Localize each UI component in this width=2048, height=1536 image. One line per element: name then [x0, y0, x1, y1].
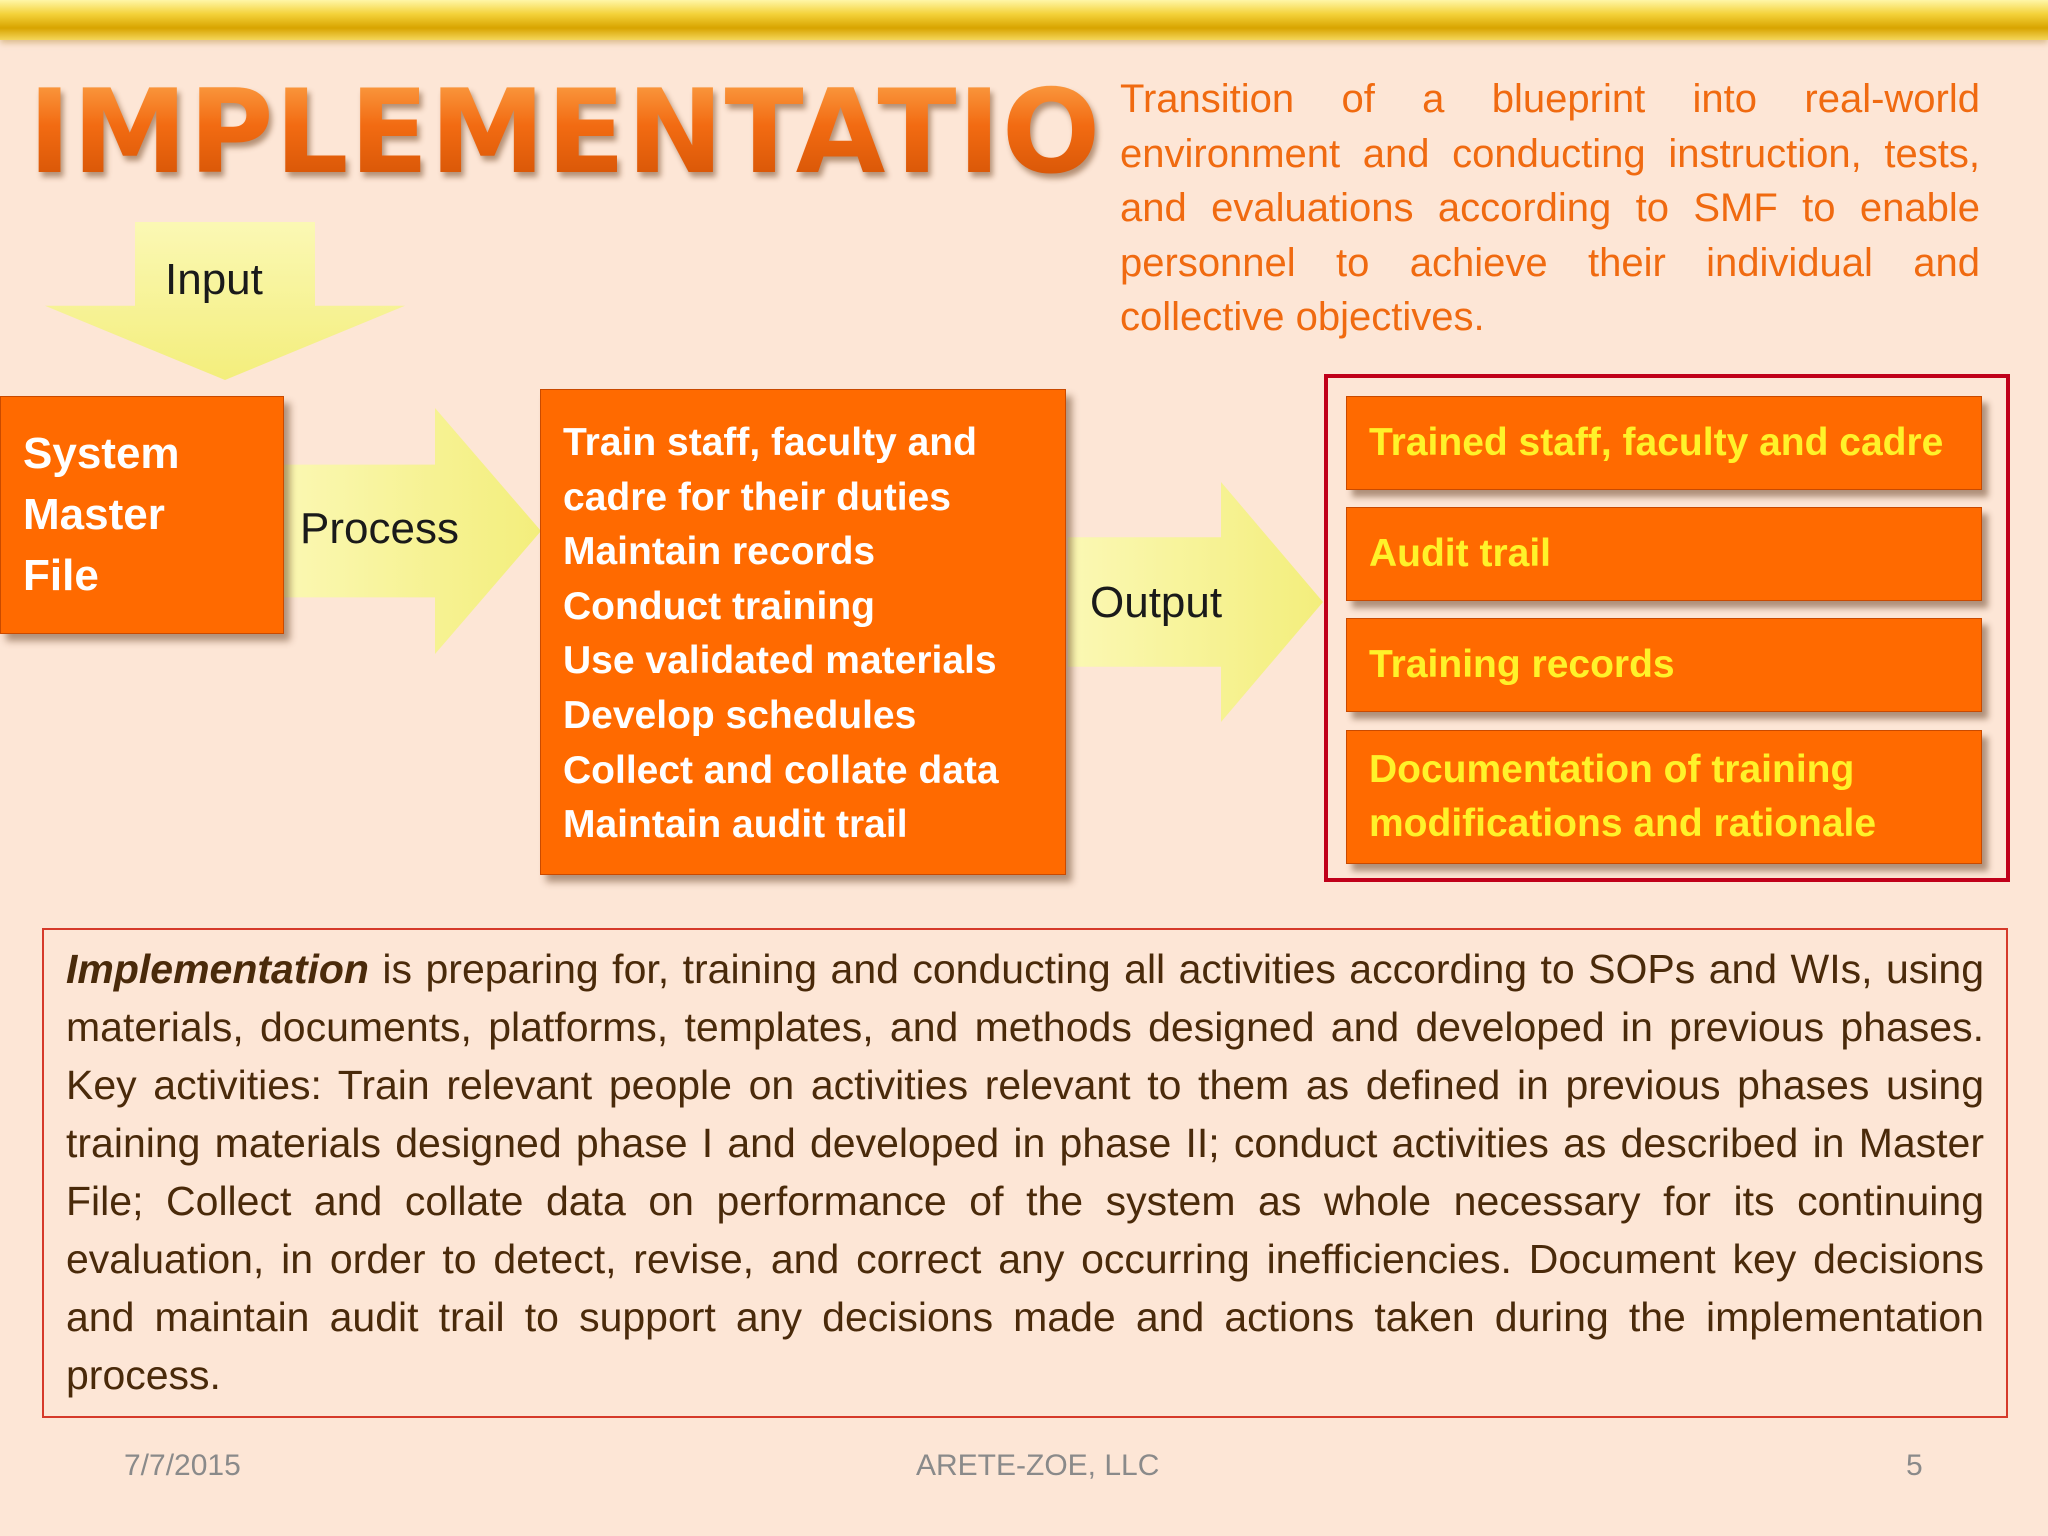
output-box: [1346, 396, 1982, 490]
input-box-line: File: [23, 551, 99, 600]
footer-company: ARETE-ZOE, LLC: [916, 1449, 1160, 1482]
footer-page-number: 5: [1906, 1449, 1923, 1482]
input-arrow-label: Input: [165, 255, 263, 304]
slide-title: IMPLEMENTATION: [28, 58, 1098, 208]
process-item: Train staff, faculty and: [563, 421, 977, 464]
process-item: Conduct training: [563, 584, 875, 628]
process-activities-box: [540, 389, 1066, 875]
process-arrow-label: Process: [300, 504, 459, 553]
process-item: cadre for their duties: [563, 475, 951, 519]
system-master-file-box: [0, 396, 284, 634]
definition-text: Transition of a blueprint into real-world environment and conducting instruction, tests, and evaluations according to SMF to enable personnel to achieve their individual and collective objectives.: [1120, 77, 1980, 339]
process-item: Maintain records: [563, 530, 876, 574]
input-box-line: System: [23, 429, 180, 478]
output-box-label: Trained staff, faculty and cadre: [1369, 421, 1944, 464]
summary-text: is preparing for, training and conducting all activities according to SOPs and WIs, using materials, documents, platforms, templates, and methods designed and developed in previous phases. Key activities: Train relevant people on activities relevant to them as defined in previous phases using training materials designed phase I and developed in phase II; conduct activities as described in Master File; Collect and collate data on performance of the system as whole necessary for its continuing evaluation, in order to detect, revise, and correct any occurring inefficiencies. Document key decisions and maintain audit trail to support any decisions made and actions taken during the implementation process.: [66, 946, 1984, 1398]
summary-box: [42, 928, 2008, 1418]
input-box-line: Master: [23, 490, 165, 539]
output-box-label: Documentation of training modifications and rationale: [1369, 748, 1877, 845]
summary-term: Implementation: [66, 946, 369, 992]
process-item: Collect and collate data: [563, 748, 999, 792]
output-box: [1346, 618, 1982, 712]
process-item: Develop schedules: [563, 693, 917, 737]
output-box: [1346, 507, 1982, 601]
process-item: Maintain audit trail: [563, 803, 908, 847]
output-box-label: Audit trail: [1369, 532, 1551, 575]
output-box: [1346, 730, 1982, 864]
process-item: Use validated materials: [563, 639, 997, 683]
output-arrow-label: Output: [1090, 578, 1223, 627]
top-decorative-bar: [0, 0, 2048, 40]
footer-date: 7/7/2015: [124, 1449, 241, 1482]
output-box-label: Training records: [1369, 643, 1675, 686]
